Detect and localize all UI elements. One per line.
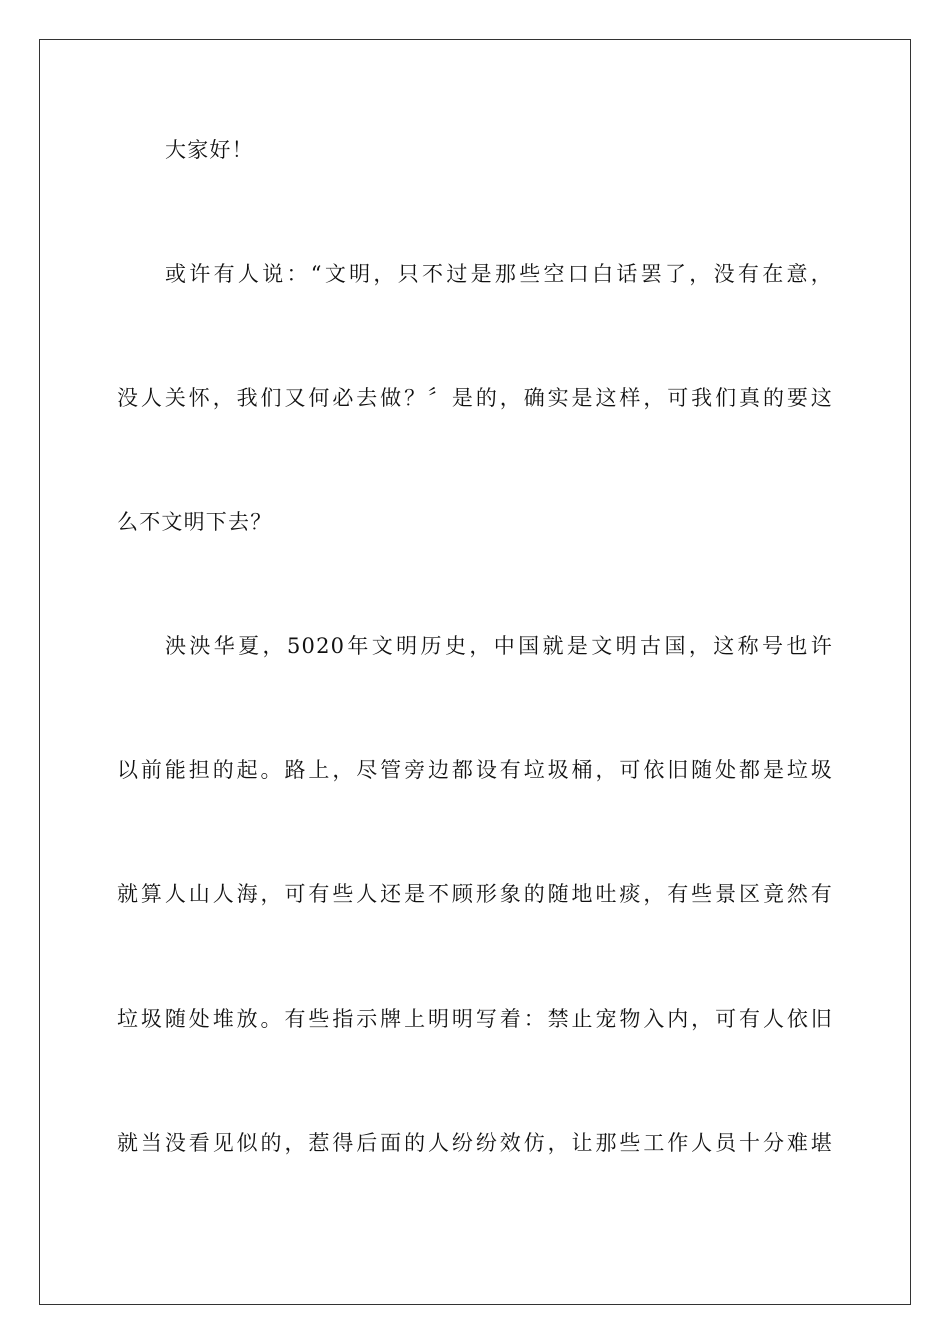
text-line: 泱泱华夏，5020年文明历史，中国就是文明古国，这称号也许 bbox=[165, 634, 833, 658]
page-border bbox=[39, 39, 911, 1305]
text-line: 没人关怀，我们又何必去做？〞是的，确实是这样，可我们真的要这 bbox=[117, 386, 833, 410]
text-line: 就当没看见似的，惹得后面的人纷纷效仿，让那些工作人员十分难堪 bbox=[117, 1131, 833, 1155]
text-line: 就算人山人海，可有些人还是不顾形象的随地吐痰，有些景区竟然有 bbox=[117, 882, 833, 906]
text-line: 垃圾随处堆放。有些指示牌上明明写着：禁止宠物入内，可有人依旧 bbox=[117, 1007, 833, 1031]
text-line: 以前能担的起。路上，尽管旁边都设有垃圾桶，可依旧随处都是垃圾 bbox=[117, 758, 833, 782]
text-line: 或许有人说：“文明，只不过是那些空口白话罢了，没有在意， bbox=[165, 262, 833, 286]
text-line: 么不文明下去？ bbox=[117, 510, 273, 534]
greeting-line: 大家好！ bbox=[165, 138, 254, 162]
